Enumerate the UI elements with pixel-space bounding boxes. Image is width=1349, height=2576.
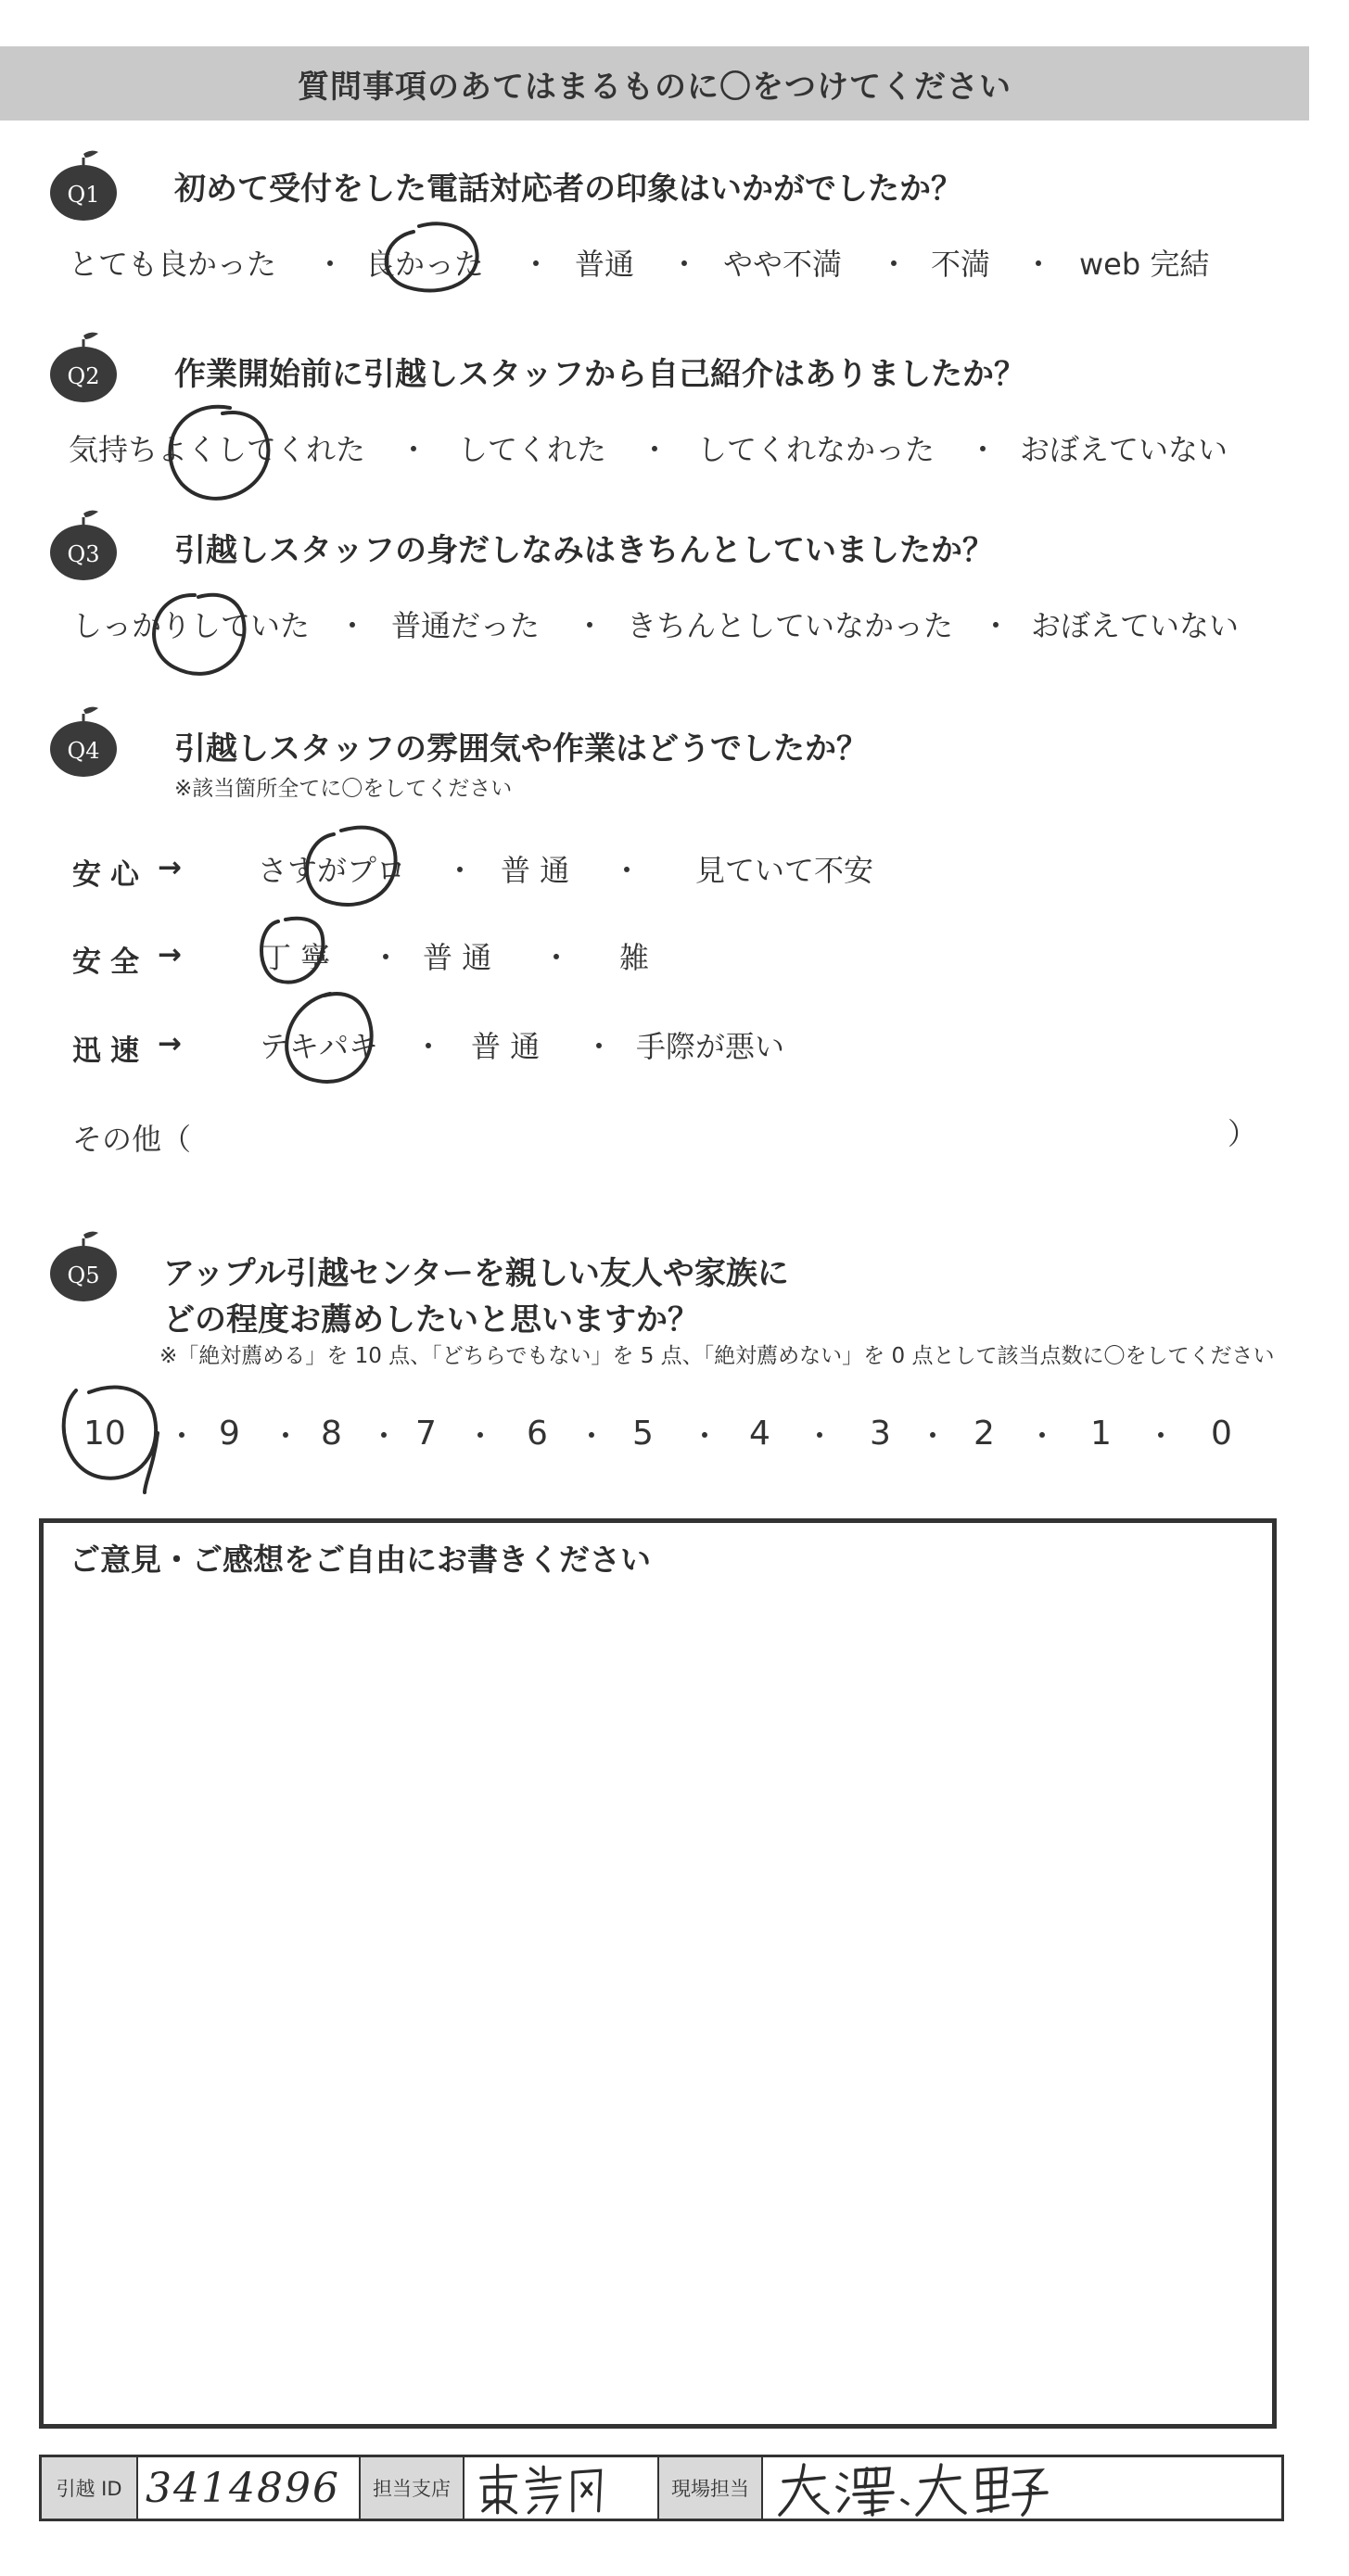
separator: ・ <box>399 432 429 467</box>
q5-badge-icon <box>48 1229 119 1303</box>
separator: ・ <box>577 1418 607 1453</box>
separator: ・ <box>1024 247 1054 282</box>
page-title: 質問事項のあてはまるものに〇をつけてください <box>298 68 1012 106</box>
comment-title: ご意見・ご感想をご自由にお書きください <box>70 1542 651 1578</box>
q2-option-4[interactable]: おぼえていない <box>1020 432 1228 467</box>
q1-option-6[interactable]: web 完結 <box>1079 247 1210 282</box>
separator: ・ <box>1146 1418 1177 1453</box>
separator: ・ <box>167 1418 197 1453</box>
q2-title: 作業開始前に引越しスタッフから自己紹介はありましたか？ <box>174 356 1025 393</box>
score-6[interactable]: 6 <box>527 1415 548 1453</box>
q3-option-2[interactable]: 普通だった <box>391 608 541 643</box>
score-10[interactable]: 10 <box>83 1415 126 1453</box>
q4-category-jinsoku: 迅速 <box>72 1034 148 1068</box>
header-bar <box>0 46 1309 121</box>
separator: ・ <box>879 247 910 282</box>
comment-box[interactable] <box>39 1518 1277 2429</box>
score-2[interactable]: 2 <box>974 1415 995 1453</box>
score-3[interactable]: 3 <box>870 1415 891 1453</box>
q2-option-3[interactable]: してくれなかった <box>697 432 935 467</box>
q4-jinsoku-option-2[interactable]: 普 通 <box>471 1029 541 1064</box>
separator: ・ <box>1027 1418 1058 1453</box>
svg-text:Q2: Q2 <box>67 363 100 389</box>
q4-anzen-option-3[interactable]: 雑 <box>619 940 650 975</box>
score-4[interactable]: 4 <box>749 1415 770 1453</box>
arrow-icon: → <box>158 938 191 971</box>
q3-option-4[interactable]: おぼえていない <box>1031 608 1240 643</box>
svg-text:Q4: Q4 <box>67 738 100 764</box>
q2-badge-icon <box>48 330 119 404</box>
separator: ・ <box>541 940 572 975</box>
separator: ・ <box>337 608 368 643</box>
q5-note: ※「絶対薦める」を 10 点、「どちらでもない」を 5 点、「絶対薦めない」を 0 点として該当点数に〇をしてください <box>159 1344 1275 1368</box>
q4-other-label: その他（ <box>72 1122 192 1157</box>
move-id-value[interactable] <box>138 2457 361 2519</box>
separator: ・ <box>271 1418 301 1453</box>
branch-handwriting-icon <box>465 2457 657 2519</box>
q4-jinsoku-option-3[interactable]: 手際が悪い <box>636 1029 785 1064</box>
separator: ・ <box>315 247 346 282</box>
q5-title-line1: アップル引越センターを親しい友人や家族に <box>163 1255 789 1292</box>
separator: ・ <box>690 1418 720 1453</box>
score-1[interactable]: 1 <box>1090 1415 1112 1453</box>
q2-option-1[interactable]: 気持ちよくしてくれた <box>69 432 366 467</box>
score-5[interactable]: 5 <box>632 1415 654 1453</box>
q4-anzen-option-1[interactable]: 丁 寧 <box>261 940 331 975</box>
q1-option-5[interactable]: 不満 <box>931 247 991 282</box>
q4-category-anzen: 安全 <box>72 945 148 979</box>
q4-note: ※該当箇所全てに〇をしてください <box>174 777 513 801</box>
q4-anshin-option-1[interactable]: さすがプロ <box>258 853 407 888</box>
separator: ・ <box>669 247 700 282</box>
score-0[interactable]: 0 <box>1211 1415 1232 1453</box>
arrow-icon: → <box>158 1027 191 1060</box>
branch-label: 担当支店 <box>361 2457 465 2519</box>
separator: ・ <box>369 1418 400 1453</box>
q3-badge-icon <box>48 508 119 582</box>
arrow-icon: → <box>158 851 191 884</box>
q5-title-line2: どの程度お薦めしたいと思いますか？ <box>163 1301 699 1339</box>
separator: ・ <box>640 432 670 467</box>
move-id-label: 引越 ID <box>42 2457 138 2519</box>
separator: ・ <box>465 1418 496 1453</box>
svg-text:Q5: Q5 <box>67 1263 100 1288</box>
q4-title: 引越しスタッフの雰囲気や作業はどうでしたか？ <box>174 730 868 768</box>
move-id-handwritten: 3414896 <box>146 2464 340 2512</box>
score-8[interactable]: 8 <box>321 1415 342 1453</box>
separator: ・ <box>918 1418 948 1453</box>
field-staff-value[interactable] <box>763 2457 1281 2519</box>
q1-option-2[interactable]: 良かった <box>365 247 485 282</box>
q1-option-3[interactable]: 普通 <box>575 247 635 282</box>
score-9[interactable]: 9 <box>219 1415 240 1453</box>
q4-other-close: ） <box>1228 1116 1258 1151</box>
separator: ・ <box>584 1029 615 1064</box>
q4-category-anshin: 安心 <box>72 858 148 892</box>
field-staff-handwriting-icon <box>763 2457 1152 2519</box>
q2-option-2[interactable]: してくれた <box>458 432 607 467</box>
separator: ・ <box>445 853 476 888</box>
separator: ・ <box>805 1418 835 1453</box>
score-7[interactable]: 7 <box>415 1415 437 1453</box>
field-staff-label: 現場担当 <box>659 2457 763 2519</box>
q4-anshin-option-2[interactable]: 普 通 <box>501 853 570 888</box>
q1-title: 初めて受付をした電話対応者の印象はいかがでしたか？ <box>174 171 962 208</box>
q1-option-1[interactable]: とても良かった <box>69 247 277 282</box>
q1-badge-icon <box>48 148 119 222</box>
separator: ・ <box>575 608 605 643</box>
separator: ・ <box>414 1029 444 1064</box>
branch-value[interactable] <box>465 2457 659 2519</box>
svg-text:Q1: Q1 <box>67 182 100 208</box>
q4-anzen-option-2[interactable]: 普 通 <box>423 940 492 975</box>
separator: ・ <box>981 608 1012 643</box>
svg-text:Q3: Q3 <box>67 541 100 567</box>
footer-table <box>39 2455 1284 2521</box>
q3-title: 引越しスタッフの身だしなみはきちんとしていましたか？ <box>174 532 994 569</box>
q3-option-3[interactable]: きちんとしていなかった <box>627 608 954 643</box>
separator: ・ <box>521 247 552 282</box>
q1-option-4[interactable]: やや不満 <box>723 247 843 282</box>
q4-jinsoku-option-1[interactable]: テキパキ <box>260 1029 379 1064</box>
q4-anshin-option-3[interactable]: 見ていて不安 <box>695 853 874 888</box>
separator: ・ <box>612 853 643 888</box>
separator: ・ <box>968 432 999 467</box>
q3-option-1[interactable]: しっかりしていた <box>72 608 311 643</box>
q4-badge-icon <box>48 704 119 779</box>
separator: ・ <box>371 940 401 975</box>
